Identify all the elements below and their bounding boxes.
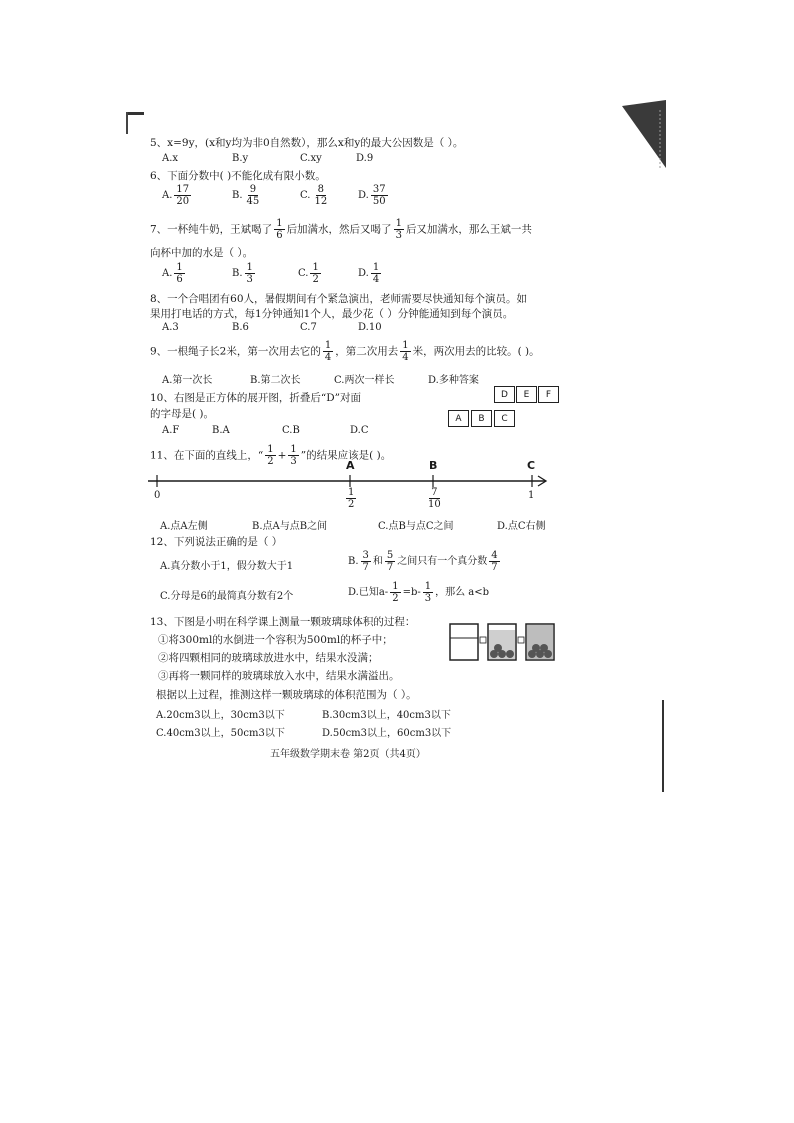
net-face-c: C [494, 410, 515, 427]
net-face-f: F [538, 386, 559, 403]
q13-step3: ③再将一颗同样的玻璃球放入水中，结果水满溢出。 [158, 670, 400, 682]
q10-line2: 的字母是( )。 [150, 408, 215, 420]
tick-label-half: $\frac{1}{2}$ [348, 487, 355, 510]
fraction: $\frac{1}{3}$ [246, 262, 253, 285]
fraction: $\frac{1}{3}$ [424, 581, 432, 604]
q7-option-b[interactable]: B. $\frac{1}{3}$ [232, 262, 253, 285]
fraction: $\frac{3}{7}$ [362, 550, 369, 573]
q11-text: 11、在下面的直线上，“ $\frac{1}{2}$ + $\frac{1}{3}$ ”的结果应该是( )。 [150, 444, 392, 467]
fraction: $\frac{5}{7}$ [386, 550, 394, 573]
q13-step1: ①将300ml的水倒进一个容积为500ml的杯子中； [158, 634, 393, 646]
q6-option-d[interactable]: D. $\frac{37}{50}$ [358, 184, 386, 207]
q9-option-d[interactable]: D.多种答案 [428, 375, 479, 386]
scan-edge-line-right [662, 700, 664, 792]
q8-option-b[interactable]: B.6 [232, 322, 249, 333]
q13-step2: ②将四颗相同的玻璃球放进水中，结果水没满； [158, 652, 379, 664]
tick-label-0: 0 [154, 490, 161, 501]
fraction: $\frac{1}{6}$ [276, 218, 283, 241]
q11-option-a[interactable]: A.点A左侧 [160, 521, 208, 532]
fraction: $\frac{17}{20}$ [176, 184, 190, 207]
q9-option-a[interactable]: A.第一次长 [162, 375, 213, 386]
q8-option-a[interactable]: A.3 [162, 322, 179, 333]
fraction: $\frac{4}{7}$ [491, 550, 498, 573]
net-face-a: A [448, 410, 469, 427]
point-b-label: B [429, 459, 438, 472]
q11-option-c[interactable]: C.点B与点C之间 [378, 521, 454, 532]
fraction: $\frac{1}{4}$ [324, 340, 332, 363]
q5-option-a[interactable]: A.x [162, 153, 179, 164]
net-face-d: D [494, 386, 515, 403]
page-footer: 五年级数学期末卷 第2页（共4页） [270, 749, 426, 760]
q11-option-d[interactable]: D.点C右侧 [497, 521, 546, 532]
q12-option-a[interactable]: A.真分数小于1，假分数大于1 [160, 561, 294, 572]
q12-option-b[interactable]: B. $\frac{3}{7}$ 和 $\frac{5}{7}$ 之间只有一个真分数 $\frac{4}{7}$ [348, 550, 498, 573]
net-face-b: B [471, 410, 492, 427]
q6-text: 6、下面分数中( )不能化成有限小数。 [150, 170, 326, 182]
q13-option-b[interactable]: B.30cm3以上，40cm3以下 [322, 710, 451, 721]
q8-line1: 8、一个合唱团有60人，暑假期间有个紧急演出，老师需要尽快通知每个演员。如 [150, 293, 528, 305]
q7-option-c[interactable]: C. $\frac{1}{2}$ [298, 262, 319, 285]
fraction: $\frac{8}{12}$ [314, 184, 328, 207]
q9-option-c[interactable]: C.两次一样长 [334, 375, 395, 386]
fraction: $\frac{1}{2}$ [267, 444, 274, 467]
point-a-label: A [346, 459, 355, 472]
q13-option-a[interactable]: A.20cm3以上，30cm3以下 [156, 710, 285, 721]
q6-option-b[interactable]: B. $\frac{9}{45}$ [232, 184, 260, 207]
q10-option-a[interactable]: A.F [162, 425, 180, 436]
fraction: $\frac{1}{2}$ [312, 262, 319, 285]
fraction: $\frac{37}{50}$ [372, 184, 386, 207]
q8-option-c[interactable]: C.7 [300, 322, 317, 333]
point-c-label: C [527, 459, 536, 472]
q10-option-c[interactable]: C.B [282, 425, 300, 436]
q5-option-d[interactable]: D.9 [356, 153, 374, 164]
q13-question: 根据以上过程，推测这样一颗玻璃球的体积范围为（ ）。 [156, 689, 417, 701]
q12-option-c[interactable]: C.分母是6的最简真分数有2个 [160, 591, 294, 602]
fraction: $\frac{1}{4}$ [372, 262, 380, 285]
fraction: $\frac{1}{2}$ [392, 581, 399, 604]
fraction: $\frac{1}{3}$ [395, 218, 402, 241]
q10-option-b[interactable]: B.A [212, 425, 230, 436]
q10-line1: 10、右图是正方体的展开图，折叠后“D”对面 [150, 392, 362, 404]
fraction: $\frac{9}{45}$ [246, 184, 260, 207]
q7-option-d[interactable]: D. $\frac{1}{4}$ [358, 262, 380, 285]
q12-option-d[interactable]: D.已知a- $\frac{1}{2}$ =b- $\frac{1}{3}$ ，那么 a<b [348, 581, 490, 604]
q7-line1: 7、一杯纯牛奶，王斌喝了 $\frac{1}{6}$ 后加满水，然后又喝了 $\frac{1}{3}$ 后又加满水，那么王斌一共 [150, 218, 532, 241]
fraction: $\frac{1}{4}$ [402, 340, 409, 363]
fraction: $\frac{1}{6}$ [176, 262, 183, 285]
q5-text: 5、x=9y，(x和y均为非0自然数），那么x和y的最大公因数是（ ）。 [150, 137, 464, 149]
tick-label-1: 1 [528, 490, 535, 501]
q8-line2: 果用打电话的方式，每1分钟通知1个人，最少花（ ）分钟能通知到每个演员。 [150, 308, 514, 320]
q6-option-c[interactable]: C. $\frac{8}{12}$ [300, 184, 328, 207]
scan-corner-mark-left [126, 112, 144, 115]
q12-text: 12、下列说法正确的是（ ） [150, 536, 283, 548]
q5-option-b[interactable]: B.y [232, 153, 249, 164]
q7-line2: 向杯中加的水是（ ）。 [150, 247, 254, 259]
q6-option-a[interactable]: A. $\frac{17}{20}$ [162, 184, 190, 207]
q10-option-d[interactable]: D.C [350, 425, 369, 436]
fraction: $\frac{1}{3}$ [290, 444, 297, 467]
q9-option-b[interactable]: B.第二次长 [250, 375, 301, 386]
q13-option-c[interactable]: C.40cm3以上，50cm3以下 [156, 728, 285, 739]
q13-line1: 13、下图是小明在科学课上测量一颗玻璃球体积的过程： [150, 616, 416, 628]
q9-text: 9、一根绳子长2米，第一次用去它的 $\frac{1}{4}$ ，第二次用去 $\frac{1}{4}$ 米，两次用去的比较。( )。 [150, 340, 540, 363]
q5-option-c[interactable]: C.xy [300, 153, 322, 164]
scan-corner-mark-left-vertical [126, 112, 128, 134]
q11-option-b[interactable]: B.点A与点B之间 [252, 521, 328, 532]
q7-option-a[interactable]: A. $\frac{1}{6}$ [162, 262, 183, 285]
tick-label-b: $\frac{7}{10}$ [428, 487, 441, 510]
q8-option-d[interactable]: D.10 [358, 322, 382, 333]
q13-option-d[interactable]: D.50cm3以上，60cm3以下 [322, 728, 452, 739]
glass-ball-experiment-diagram [448, 620, 558, 666]
scan-corner-shadow-right [620, 100, 668, 170]
net-face-e: E [516, 386, 537, 403]
